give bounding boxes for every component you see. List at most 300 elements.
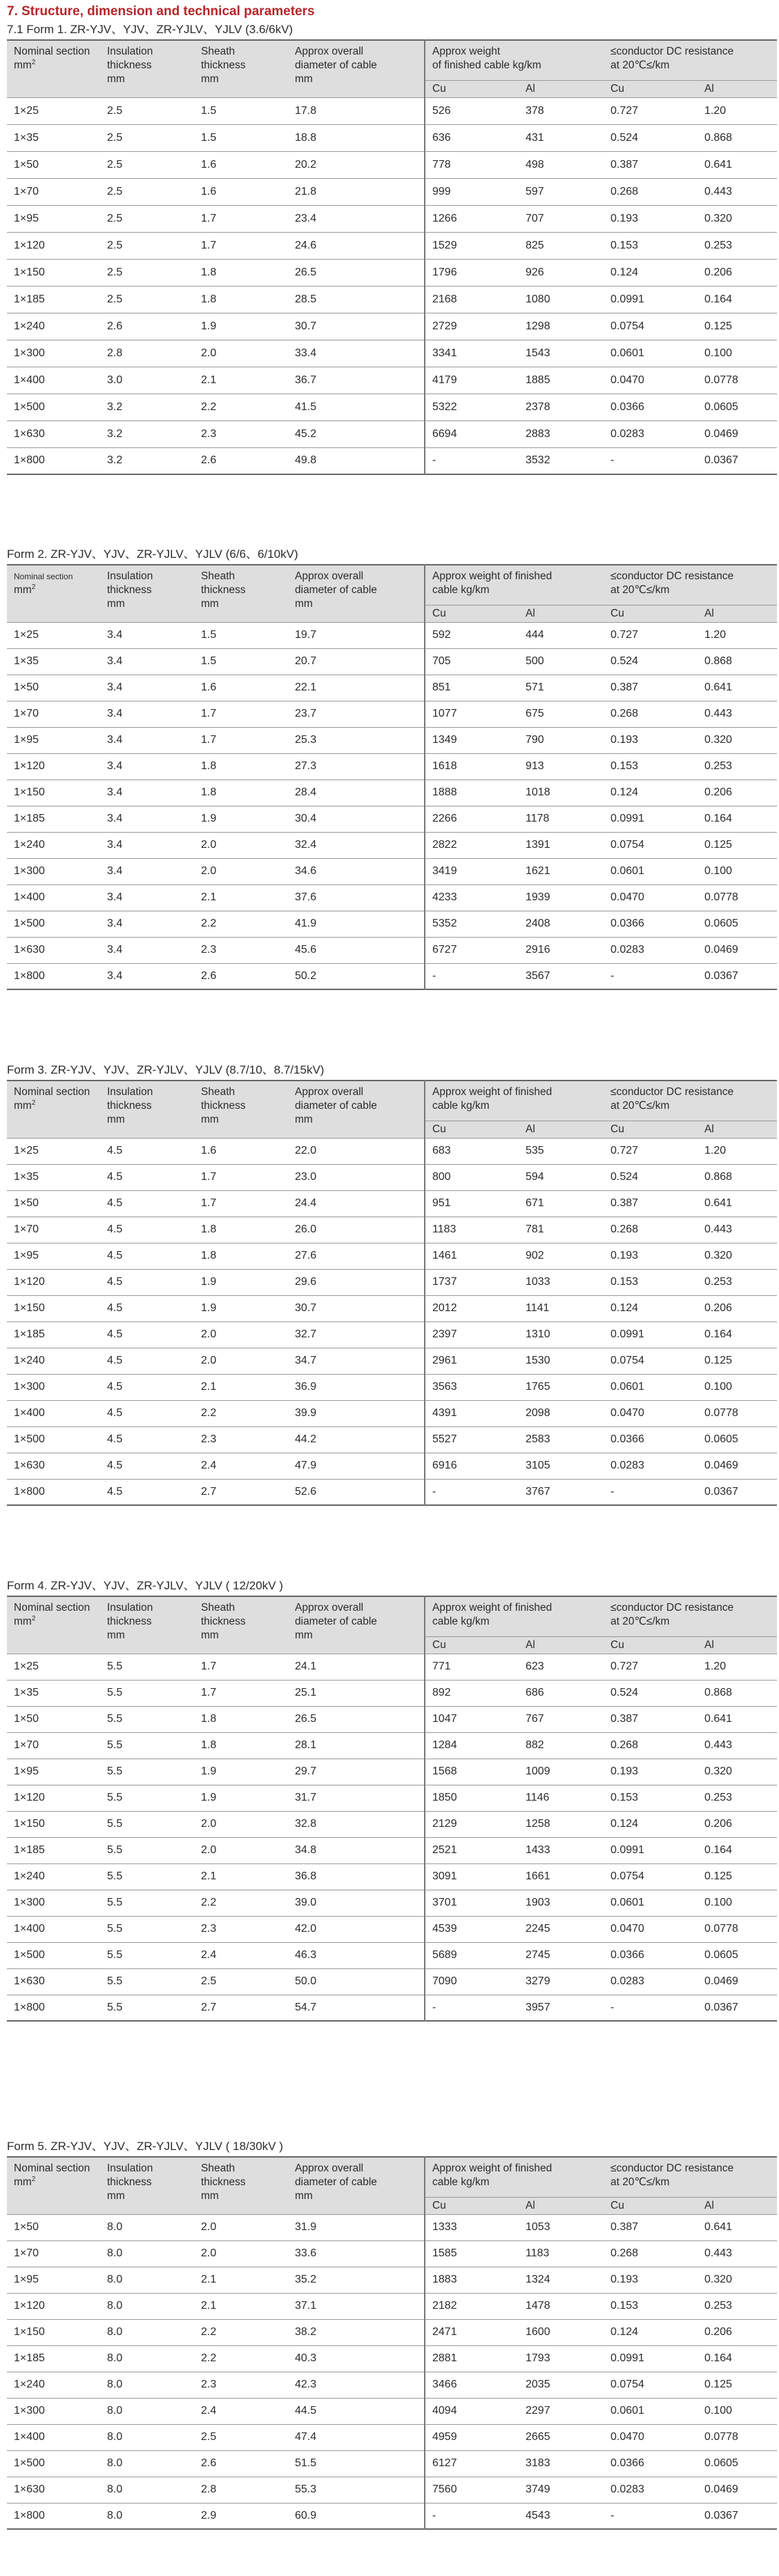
table-cell: 2098 (519, 1400, 604, 1426)
table-cell: 21.8 (288, 178, 425, 205)
header-diameter-a: Approx overall (295, 2162, 364, 2174)
table-cell: 1.8 (194, 286, 288, 313)
table-cell: 1.7 (194, 1680, 288, 1706)
table-row (7, 205, 777, 232)
table-cell: 4.5 (100, 1321, 194, 1348)
header-nominal-unit: mm (14, 59, 32, 71)
table-cell: 3957 (519, 1995, 604, 2021)
header-diameter (288, 565, 425, 622)
table-cell: 0.443 (698, 1217, 777, 1243)
table-cell: 1×95 (7, 1243, 100, 1269)
header-weight (425, 1596, 604, 1636)
table-cell: 1×185 (7, 1837, 100, 1863)
table-cell: 0.0601 (604, 340, 698, 367)
header-insulation-a: Insulation (107, 1602, 153, 1614)
table-cell: 0.387 (604, 151, 698, 178)
table-cell: 1×95 (7, 1759, 100, 1785)
header-resistance-al: Al (698, 80, 777, 97)
table-cell: 2.3 (194, 937, 288, 963)
header-sheath-b: thickness (201, 2176, 246, 2188)
table-row (7, 2424, 777, 2450)
table-cell: 37.6 (288, 884, 425, 911)
table-row (7, 1217, 777, 1243)
header-diameter-a: Approx overall (295, 570, 364, 582)
table-row (7, 2503, 777, 2529)
header-nominal-section: Nominal section (14, 1086, 90, 1098)
header-resistance-a: ≤conductor DC resistance (610, 46, 734, 57)
header-resistance-cu: Cu (604, 605, 698, 622)
table-row (7, 1680, 777, 1706)
table-cell: - (425, 1479, 519, 1505)
table-cell: 1.5 (194, 622, 288, 648)
table-cell: 0.641 (698, 1706, 777, 1732)
table-cell: 1461 (425, 1243, 519, 1269)
table-cell: 1.6 (194, 1138, 288, 1164)
table-cell: 0.641 (698, 151, 777, 178)
header-resistance (604, 1081, 777, 1121)
table-row (7, 2214, 777, 2240)
table-row (7, 1968, 777, 1995)
table-cell: 2.5 (100, 124, 194, 151)
table-cell: 7560 (425, 2477, 519, 2503)
header-weight-cu: Cu (425, 1121, 519, 1138)
table-row (7, 1890, 777, 1916)
header-resistance-a: ≤conductor DC resistance (610, 2162, 734, 2174)
table-cell: 1×35 (7, 648, 100, 675)
table-cell: 0.0469 (698, 2477, 777, 2503)
header-weight (425, 1081, 604, 1121)
table-cell: 0.0605 (698, 394, 777, 420)
table-row (7, 1759, 777, 1785)
table-cell: 1.5 (194, 124, 288, 151)
header-sheath (194, 2157, 288, 2214)
table-cell: 2.8 (194, 2477, 288, 2503)
table-cell: 2.5 (100, 97, 194, 124)
table-cell: 1×70 (7, 2240, 100, 2267)
header-insulation-c: mm (107, 2190, 125, 2202)
table-cell: 1×185 (7, 2345, 100, 2372)
table-cell: - (604, 2503, 698, 2529)
table-cell: 2.5 (100, 151, 194, 178)
table-cell: 5.5 (100, 1942, 194, 1968)
table-cell: 0.443 (698, 178, 777, 205)
table-cell: 0.0366 (604, 1942, 698, 1968)
table-cell: 3.4 (100, 779, 194, 806)
table-cell: 33.6 (288, 2240, 425, 2267)
header-weight-al: Al (519, 605, 604, 622)
header-insulation-c: mm (107, 1114, 125, 1125)
table-cell: 0.125 (698, 313, 777, 340)
table-cell: 0.0778 (698, 1400, 777, 1426)
table-row (7, 2398, 777, 2424)
table-cell: 1×35 (7, 124, 100, 151)
table-cell: 0.387 (604, 1706, 698, 1732)
table-cell: 1×800 (7, 1995, 100, 2021)
table-cell: 1×400 (7, 2424, 100, 2450)
table-row (7, 1269, 777, 1295)
table-cell: 2745 (519, 1942, 604, 1968)
table-row (7, 1995, 777, 2021)
header-resistance-a: ≤conductor DC resistance (610, 1086, 734, 1098)
table-cell: 0.868 (698, 124, 777, 151)
table-cell: 34.7 (288, 1348, 425, 1374)
table-cell: 2729 (425, 313, 519, 340)
table-cell: 778 (425, 151, 519, 178)
table-cell: 6694 (425, 420, 519, 447)
table-cell: 0.320 (698, 205, 777, 232)
table-cell: 1×25 (7, 1654, 100, 1680)
table-cell: 4.5 (100, 1243, 194, 1269)
table-cell: 597 (519, 178, 604, 205)
table-cell: 0.524 (604, 648, 698, 675)
header-diameter (288, 2157, 425, 2214)
table-cell: 0.0605 (698, 1942, 777, 1968)
table-cell: 1.8 (194, 1243, 288, 1269)
table-cell: 6916 (425, 1453, 519, 1479)
table-cell: 8.0 (100, 2503, 194, 2529)
table-cell: 2.2 (194, 2345, 288, 2372)
table-cell: 0.125 (698, 832, 777, 858)
table-cell: 46.3 (288, 1942, 425, 1968)
table-cell: 4094 (425, 2398, 519, 2424)
table-cell: 5.5 (100, 1706, 194, 1732)
table-cell: 594 (519, 1164, 604, 1190)
table-cell: - (604, 1995, 698, 2021)
table-row (7, 286, 777, 313)
table-cell: - (425, 447, 519, 474)
header-sheath-b: thickness (201, 1616, 246, 1627)
table-cell: 1×70 (7, 1217, 100, 1243)
table-cell: 1×50 (7, 151, 100, 178)
table-cell: 1793 (519, 2345, 604, 2372)
table-cell: 41.5 (288, 394, 425, 420)
table-cell: 1×95 (7, 205, 100, 232)
table-cell: 5.5 (100, 1759, 194, 1785)
header-sheath-c: mm (201, 1629, 219, 1641)
table-cell: 0.125 (698, 1348, 777, 1374)
table-cell: 1284 (425, 1732, 519, 1759)
table-cell: 1.7 (194, 1654, 288, 1680)
header-sheath (194, 565, 288, 622)
table-cell: 1.7 (194, 727, 288, 753)
table-cell: 1×120 (7, 232, 100, 259)
table-cell: 5.5 (100, 1995, 194, 2021)
table-cell: 4.5 (100, 1295, 194, 1321)
header-nominal (7, 1596, 100, 1654)
table-cell: 0.100 (698, 1374, 777, 1400)
table-cell: 0.0778 (698, 1916, 777, 1942)
form-title: Form 3. ZR-YJV、YJV、ZR-YJLV、YJLV (8.7/10、8.7/15kV) (7, 1063, 325, 1076)
table-cell: 2.1 (194, 2267, 288, 2293)
table-cell: 1349 (425, 727, 519, 753)
header-resistance (604, 40, 777, 80)
table-cell: 1.7 (194, 701, 288, 727)
table-cell: 0.387 (604, 1190, 698, 1217)
table-cell: 0.443 (698, 1732, 777, 1759)
table-cell: 3.4 (100, 911, 194, 937)
table-cell: 1033 (519, 1269, 604, 1295)
header-sheath-c: mm (201, 2190, 219, 2202)
table-cell: 47.4 (288, 2424, 425, 2450)
header-weight-al: Al (519, 2197, 604, 2214)
header-insulation-b: thickness (107, 2176, 152, 2188)
table-cell: 2378 (519, 394, 604, 420)
table-cell: 2881 (425, 2345, 519, 2372)
table-cell: 37.1 (288, 2293, 425, 2319)
table-cell: 1.20 (698, 622, 777, 648)
table-cell: 22.0 (288, 1138, 425, 1164)
table-cell: 1×25 (7, 622, 100, 648)
table-cell: 1×400 (7, 1916, 100, 1942)
table-cell: 0.0754 (604, 2372, 698, 2398)
table-cell: 1×70 (7, 178, 100, 205)
table-cell: 29.7 (288, 1759, 425, 1785)
table-cell: 1×500 (7, 2450, 100, 2477)
table-cell: 535 (519, 1138, 604, 1164)
table-cell: 3105 (519, 1453, 604, 1479)
table-row (7, 1321, 777, 1348)
table-cell: 8.0 (100, 2293, 194, 2319)
table-cell: 2012 (425, 1295, 519, 1321)
table-cell: 40.3 (288, 2345, 425, 2372)
table-cell: 2.1 (194, 884, 288, 911)
table-row (7, 367, 777, 394)
table-cell: 1.7 (194, 1164, 288, 1190)
table-cell: 2665 (519, 2424, 604, 2450)
table-cell: 26.0 (288, 1217, 425, 1243)
table-cell: 2883 (519, 420, 604, 447)
header-weight-cu: Cu (425, 1636, 519, 1654)
table-cell: 25.3 (288, 727, 425, 753)
table-cell: 0.868 (698, 648, 777, 675)
table-cell: 1×150 (7, 1295, 100, 1321)
table-cell: 55.3 (288, 2477, 425, 2503)
table-cell: 1×500 (7, 1426, 100, 1453)
header-weight (425, 565, 604, 605)
table-row (7, 394, 777, 420)
table-cell: 0.387 (604, 2214, 698, 2240)
table-cell: 498 (519, 151, 604, 178)
table-row (7, 727, 777, 753)
table-cell: 1×500 (7, 1942, 100, 1968)
table-cell: 0.124 (604, 2319, 698, 2345)
table-cell: 623 (519, 1654, 604, 1680)
table-cell: 3183 (519, 2450, 604, 2477)
table-cell: 0.253 (698, 2293, 777, 2319)
table-cell: 28.5 (288, 286, 425, 313)
table-cell: 0.100 (698, 2398, 777, 2424)
table-cell: 4.5 (100, 1348, 194, 1374)
table-cell: 27.3 (288, 753, 425, 779)
table-row (7, 1164, 777, 1190)
table-cell: 0.268 (604, 178, 698, 205)
table-cell: - (604, 1479, 698, 1505)
table-cell: 0.0605 (698, 911, 777, 937)
table-cell: 2.3 (194, 2372, 288, 2398)
form-3 (7, 1063, 777, 1506)
table-cell: 2.9 (194, 2503, 288, 2529)
table-cell: 0.206 (698, 779, 777, 806)
table-cell: 0.0991 (604, 1837, 698, 1863)
table-cell: 0.124 (604, 259, 698, 286)
table-cell: 24.6 (288, 232, 425, 259)
table-cell: 0.0991 (604, 286, 698, 313)
table-cell: 781 (519, 1217, 604, 1243)
header-sheath-c: mm (201, 73, 219, 85)
table-cell: 0.125 (698, 2372, 777, 2398)
table-cell: 0.153 (604, 1269, 698, 1295)
table-cell: 32.4 (288, 832, 425, 858)
table-cell: 2.5 (100, 259, 194, 286)
spec-table (7, 1596, 777, 2022)
table-cell: 1×50 (7, 1706, 100, 1732)
header-insulation (100, 1081, 194, 1138)
table-row (7, 232, 777, 259)
table-row (7, 963, 777, 989)
header-sheath-c: mm (201, 598, 219, 610)
header-resistance-b: at 20℃≤/km (610, 584, 670, 596)
table-cell: 0.125 (698, 1863, 777, 1890)
table-cell: 0.253 (698, 1269, 777, 1295)
table-cell: 1×120 (7, 753, 100, 779)
table-cell: 20.2 (288, 151, 425, 178)
table-row (7, 2345, 777, 2372)
header-weight-b: cable kg/km (432, 2176, 490, 2188)
table-cell: 0.641 (698, 675, 777, 701)
table-cell: 0.0601 (604, 2398, 698, 2424)
table-cell: 0.164 (698, 1321, 777, 1348)
table-cell: 24.1 (288, 1654, 425, 1680)
header-insulation-c: mm (107, 73, 125, 85)
table-cell: 1×240 (7, 832, 100, 858)
table-row (7, 2293, 777, 2319)
header-nominal-section: Nominal section (14, 46, 90, 57)
table-cell: 2521 (425, 1837, 519, 1863)
header-sheath (194, 1081, 288, 1138)
table-cell: 3.4 (100, 701, 194, 727)
table-row (7, 1916, 777, 1942)
table-row (7, 1732, 777, 1759)
table-cell: 2.0 (194, 1837, 288, 1863)
table-cell: 683 (425, 1138, 519, 1164)
table-cell: 1.9 (194, 806, 288, 832)
table-row (7, 2319, 777, 2345)
table-cell: 892 (425, 1680, 519, 1706)
table-cell: 5352 (425, 911, 519, 937)
table-cell: 1939 (519, 884, 604, 911)
table-cell: 2961 (425, 1348, 519, 1374)
table-cell: 1.6 (194, 675, 288, 701)
table-cell: 0.206 (698, 1811, 777, 1837)
header-resistance-b: at 20℃≤/km (610, 1616, 670, 1627)
table-cell: 1543 (519, 340, 604, 367)
header-weight-b: cable kg/km (432, 1616, 490, 1627)
table-cell: 2.0 (194, 2240, 288, 2267)
table-cell: 30.7 (288, 313, 425, 340)
table-cell: 3701 (425, 1890, 519, 1916)
table-cell: 1×35 (7, 1680, 100, 1706)
header-insulation (100, 565, 194, 622)
table-cell: 2.2 (194, 394, 288, 420)
header-diameter-b: diameter of cable (295, 1616, 377, 1627)
header-nominal-sup: 2 (31, 1614, 36, 1623)
table-cell: 2.5 (100, 232, 194, 259)
table-cell: 1×50 (7, 1190, 100, 1217)
table-row (7, 97, 777, 124)
table-cell: 2.5 (100, 205, 194, 232)
header-resistance-al: Al (698, 2197, 777, 2214)
table-cell: 2.5 (194, 1968, 288, 1995)
table-cell: 3.4 (100, 622, 194, 648)
table-cell: 0.0605 (698, 2450, 777, 2477)
table-cell: 0.727 (604, 622, 698, 648)
table-cell: 675 (519, 701, 604, 727)
table-cell: 3.2 (100, 394, 194, 420)
table-cell: 5.5 (100, 1916, 194, 1942)
table-cell: 5.5 (100, 1890, 194, 1916)
table-cell: 33.4 (288, 340, 425, 367)
header-resistance-a: ≤conductor DC resistance (610, 1602, 734, 1614)
table-row (7, 1479, 777, 1505)
table-cell: 0.0367 (698, 447, 777, 474)
table-cell: 3.4 (100, 753, 194, 779)
header-weight (425, 2157, 604, 2197)
header-nominal (7, 40, 100, 97)
table-cell: 0.153 (604, 232, 698, 259)
table-cell: 0.0470 (604, 367, 698, 394)
table-cell: 1×500 (7, 911, 100, 937)
table-cell: 3767 (519, 1479, 604, 1505)
table-cell: 4.5 (100, 1374, 194, 1400)
table-cell: 913 (519, 753, 604, 779)
page-title: 7. Structure, dimension and technical parameters (7, 4, 315, 19)
table-cell: 0.0754 (604, 1348, 698, 1374)
table-cell: 1×300 (7, 858, 100, 884)
table-cell: 1.8 (194, 1732, 288, 1759)
table-cell: 44.5 (288, 2398, 425, 2424)
table-cell: 0.193 (604, 1759, 698, 1785)
table-cell: 0.320 (698, 1243, 777, 1269)
table-cell: 1.6 (194, 151, 288, 178)
table-cell: 0.100 (698, 340, 777, 367)
header-nominal-section: Nominal section (14, 1602, 90, 1614)
table-cell: 1621 (519, 858, 604, 884)
table-cell: 0.0991 (604, 1321, 698, 1348)
header-resistance-cu: Cu (604, 2197, 698, 2214)
table-cell: 8.0 (100, 2424, 194, 2450)
table-cell: 0.641 (698, 1190, 777, 1217)
table-cell: 1×240 (7, 2372, 100, 2398)
table-cell: 44.2 (288, 1426, 425, 1453)
table-cell: 36.8 (288, 1863, 425, 1890)
table-cell: 2.1 (194, 367, 288, 394)
header-resistance-b: at 20℃≤/km (610, 59, 670, 71)
table-row (7, 1837, 777, 1863)
table-cell: 0.524 (604, 124, 698, 151)
table-row (7, 937, 777, 963)
header-diameter-b: diameter of cable (295, 59, 377, 71)
table-row (7, 701, 777, 727)
table-cell: 1×50 (7, 2214, 100, 2240)
table-row (7, 1400, 777, 1426)
table-cell: 4233 (425, 884, 519, 911)
table-cell: 2.2 (194, 1890, 288, 1916)
table-row (7, 2477, 777, 2503)
header-insulation-a: Insulation (107, 570, 153, 582)
table-cell: 2.6 (100, 313, 194, 340)
form-5 (7, 2140, 777, 2530)
table-cell: 1529 (425, 232, 519, 259)
